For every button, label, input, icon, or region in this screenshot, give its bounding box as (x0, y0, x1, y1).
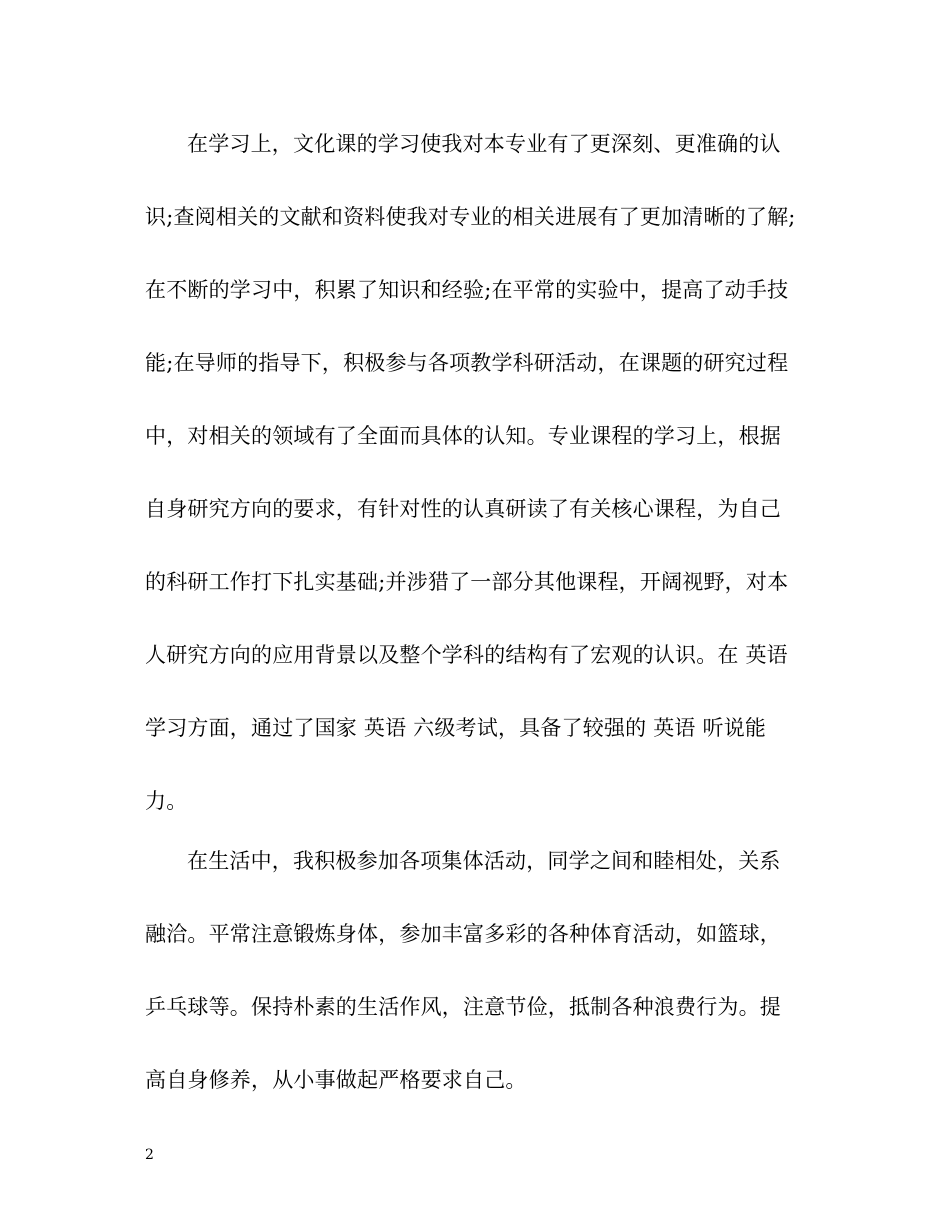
paragraph-2-line-4: 高自身修养，从小事做起严格要求自己。 (145, 1068, 527, 1092)
paragraph-1-line-7: 的科研工作打下扎实基础;并涉猎了一部分其他课程，开阔视野，对本 (145, 570, 789, 594)
paragraph-1-line-6: 自身研究方向的要求，有针对性的认真研读了有关核心课程，为自己 (145, 497, 781, 521)
paragraph-1-line-3: 在不断的学习中，积累了知识和经验;在平常的实验中，提高了动手技 (145, 278, 789, 302)
paragraph-1-line-5: 中，对相关的领域有了全面而具体的认知。专业课程的学习上，根据 (145, 424, 781, 448)
paragraph-1-line-9: 学习方面，通过了国家 英语 六级考试，具备了较强的 英语 听说能 (145, 716, 767, 740)
paragraph-1-line-8: 人研究方向的应用背景以及整个学科的结构有了宏观的认识。在 英语 (145, 643, 788, 667)
paragraph-2-line-3: 乒乓球等。保持朴素的生活作风，注意节俭，抵制各种浪费行为。提 (145, 995, 781, 1019)
paragraph-2-line-2: 融洽。平常注意锻炼身体，参加丰富多彩的各种体育活动，如篮球， (145, 922, 781, 946)
page-number: 2 (145, 1147, 154, 1163)
paragraph-1-line-2: 识;查阅相关的文献和资料使我对专业的相关进展有了更加清晰的了解; (145, 205, 796, 229)
paragraph-2-line-1: 在生活中，我积极参加各项集体活动，同学之间和睦相处，关系 (187, 849, 781, 873)
paragraph-1-line-10: 力。 (145, 789, 188, 813)
paragraph-1-line-1: 在学习上，文化课的学习使我对本专业有了更深刻、更准确的认 (187, 132, 781, 156)
paragraph-1-line-4: 能;在导师的指导下，积极参与各项教学科研活动，在课题的研究过程 (145, 351, 789, 375)
